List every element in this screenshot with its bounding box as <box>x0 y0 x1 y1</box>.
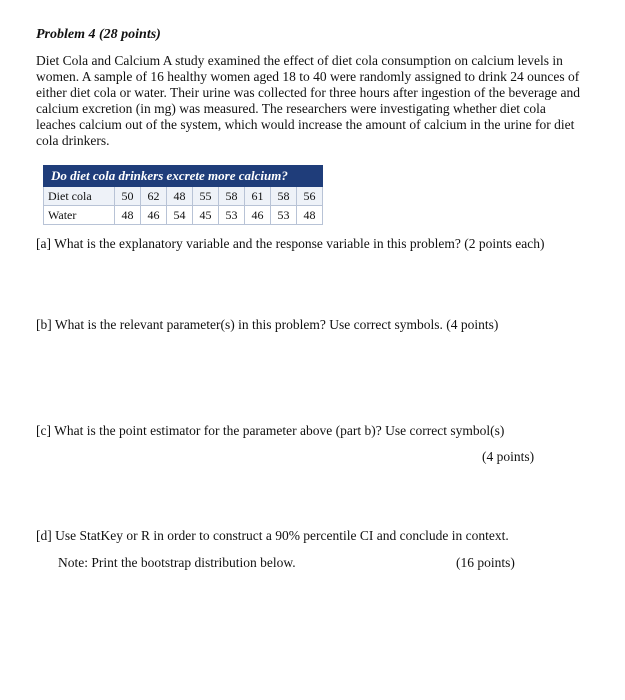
question-d-points: (16 points) <box>456 555 515 570</box>
question-a: [a] What is the explanatory variable and the response variable in this problem? (2 points each) <box>36 236 545 251</box>
table-cell: 53 <box>271 206 297 225</box>
table-cell: 48 <box>297 206 323 225</box>
question-c-points: (4 points) <box>482 449 535 464</box>
table-cell: 58 <box>271 187 297 206</box>
table-cell: 45 <box>193 206 219 225</box>
problem-title: Problem 4 (28 points) <box>36 27 161 42</box>
table-cell: 50 <box>115 187 141 206</box>
table-cell: 54 <box>167 206 193 225</box>
question-d-note: Note: Print the bootstrap distribution below. <box>58 555 296 570</box>
question-b: [b] What is the relevant parameter(s) in this problem? Use correct symbols. (4 points) <box>36 317 499 332</box>
table-cell: 46 <box>245 206 271 225</box>
table-row-water <box>44 206 323 225</box>
table-cell: 53 <box>219 206 245 225</box>
question-d: [d] Use StatKey or R in order to construct a 90% percentile CI and conclude in context. <box>36 528 509 543</box>
table-cell: 48 <box>115 206 141 225</box>
question-c: [c] What is the point estimator for the parameter above (part b)? Use correct symbol(s) <box>36 423 505 438</box>
table-cell: 55 <box>193 187 219 206</box>
row-label-diet-cola: Diet cola <box>44 187 115 206</box>
table-cell: 61 <box>245 187 271 206</box>
table-cell: 62 <box>141 187 167 206</box>
table-cell: 58 <box>219 187 245 206</box>
table-cell: 48 <box>167 187 193 206</box>
row-label-water: Water <box>44 206 115 225</box>
table-caption: Do diet cola drinkers excrete more calcium? <box>44 166 323 187</box>
table-cell: 56 <box>297 187 323 206</box>
table-row-diet-cola <box>44 187 323 206</box>
table-cell: 46 <box>141 206 167 225</box>
problem-intro: Diet Cola and Calcium A study examined the effect of diet cola consumption on calcium levels in women. A sample of 16 healthy women aged 18 to 40 were randomly assigned to drink 24 ounces of either diet cola or water. Their urine was collected for three hours after ingestion of the beverage and calcium excretion (in mg) was measured. The researchers were investigating whether diet cola leaches calcium out of the system, which would increase the amount of calcium in the urine for diet cola drinkers. <box>36 53 581 148</box>
calcium-data-table <box>43 165 323 225</box>
